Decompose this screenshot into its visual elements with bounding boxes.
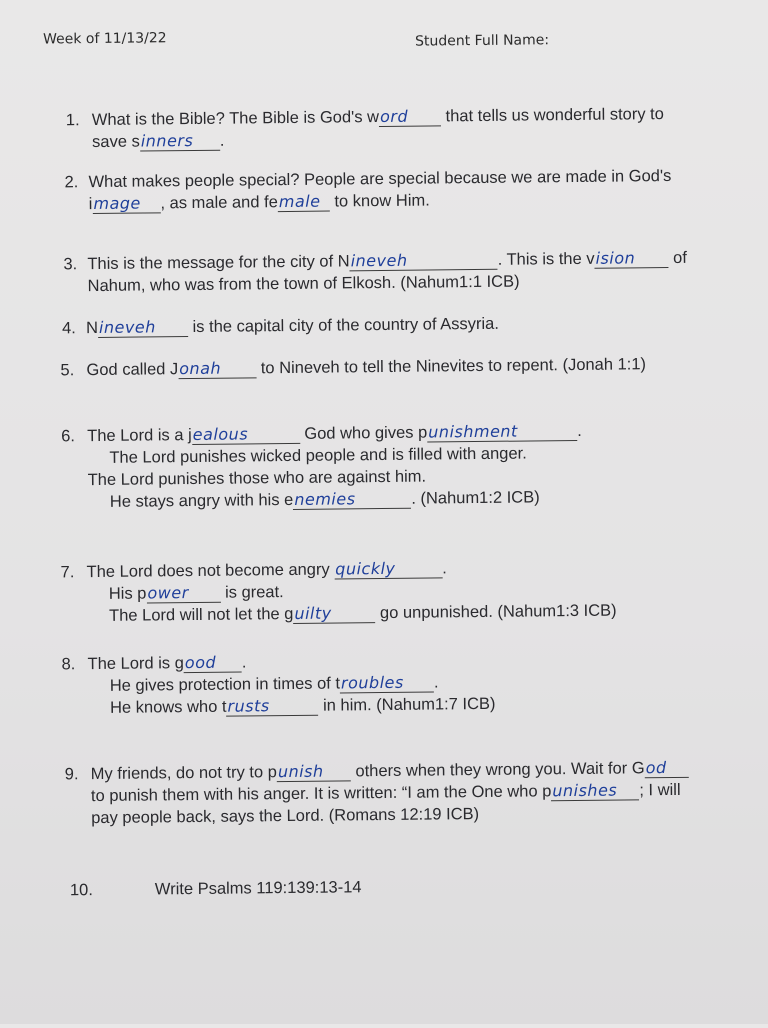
question-text: , as male and fe — [160, 193, 278, 213]
question-text: . — [241, 653, 247, 672]
answer-blank[interactable] — [379, 105, 441, 127]
question-text: What is the Bible? The Bible is God's w — [91, 108, 380, 130]
question-7 — [60, 556, 616, 628]
handwritten-answer: roubles — [340, 672, 404, 693]
answer-blank[interactable] — [92, 192, 160, 214]
question-text: . This is the v — [497, 249, 595, 269]
question-number: 1. — [65, 111, 80, 130]
question-3 — [63, 247, 687, 298]
handwritten-answer: unish — [277, 761, 324, 782]
answer-blank[interactable] — [334, 557, 442, 579]
answer-blank[interactable] — [146, 582, 220, 604]
handwritten-answer: inners — [140, 130, 194, 151]
question-line — [60, 353, 646, 381]
answer-blank[interactable] — [594, 247, 668, 269]
question-text: . — [219, 131, 225, 150]
handwritten-answer: ision — [595, 248, 636, 268]
handwritten-answer: od — [645, 758, 667, 778]
answer-blank[interactable] — [192, 423, 300, 445]
question-number: 6. — [61, 427, 76, 446]
question-text: go unpunished. (Nahum1:3 ICB) — [375, 601, 617, 623]
answer-blank[interactable] — [178, 357, 256, 379]
question-8 — [61, 649, 495, 720]
answer-blank[interactable] — [645, 757, 689, 778]
handwritten-answer: ineveh — [98, 317, 156, 337]
question-number: 4. — [61, 319, 76, 338]
week-label: Week of 11/13/22 — [42, 30, 167, 48]
question-text: He knows who t — [109, 697, 227, 717]
handwritten-answer: male — [278, 191, 321, 212]
question-text: . — [442, 559, 447, 578]
handwritten-answer: quickly — [335, 558, 396, 579]
question-text: The Lord punishes wicked people and is filled with anger. — [109, 444, 527, 467]
question-text: to know Him. — [329, 191, 430, 211]
question-text: God who gives p — [299, 423, 428, 443]
answer-blank[interactable] — [350, 249, 498, 272]
question-text: . — [577, 421, 582, 440]
handwritten-answer: rusts — [227, 696, 270, 716]
question-number: 7. — [60, 563, 75, 582]
question-2 — [64, 165, 671, 215]
question-text: God called J — [86, 360, 179, 380]
question-text: . — [433, 673, 439, 692]
question-text: His p — [108, 584, 147, 603]
question-text: He gives protection in times of t — [109, 674, 341, 695]
question-text: The Lord will not let the g — [108, 604, 294, 625]
answer-blank[interactable] — [278, 191, 330, 213]
question-text: to punish them with his anger. It is written: “I am the One who p — [90, 782, 552, 806]
handwritten-answer: ower — [147, 583, 189, 603]
handwritten-answer: ealous — [192, 424, 249, 444]
question-line — [62, 486, 583, 513]
question-text: that tells us wonderful story to — [440, 105, 664, 126]
question-text: to Nineveh to tell the Ninevites to repent. (Jonah 1:1) — [256, 355, 647, 378]
question-text: This is the message for the city of N — [87, 252, 350, 274]
question-4 — [62, 313, 499, 340]
question-text: Write Psalms 119:139:13-14 — [154, 878, 362, 899]
answer-blank[interactable] — [277, 760, 351, 782]
question-text: The Lord is a j — [87, 426, 192, 446]
question-line — [62, 313, 499, 340]
question-text: My friends, do not try to p — [90, 763, 277, 784]
answer-blank[interactable] — [551, 779, 639, 801]
answer-blank[interactable] — [293, 602, 375, 624]
answer-blank[interactable] — [427, 420, 577, 443]
question-text: The Lord punishes those who are against him. — [87, 467, 427, 490]
question-1 — [66, 103, 664, 153]
student-name-label: Student Full Name: — [414, 32, 550, 50]
question-10 — [70, 876, 362, 901]
question-9 — [65, 757, 690, 830]
handwritten-answer: ineveh — [350, 250, 408, 271]
question-text: The Lord is g — [87, 654, 184, 674]
question-5 — [60, 353, 646, 381]
handwritten-answer: onah — [179, 358, 222, 379]
answer-blank[interactable] — [98, 316, 188, 338]
handwritten-answer: mage — [93, 193, 141, 214]
question-line — [62, 693, 496, 720]
handwritten-answer: unishment — [428, 421, 518, 442]
handwritten-answer: unishes — [552, 780, 618, 801]
question-text: in him. (Nahum1:7 ICB) — [318, 694, 496, 715]
question-text: The Lord does not become angry — [86, 560, 335, 582]
question-text: N — [85, 318, 99, 338]
question-text: save s — [92, 132, 140, 152]
answer-blank[interactable] — [184, 651, 242, 673]
answer-blank[interactable] — [226, 695, 318, 717]
question-text: . (Nahum1:2 ICB) — [411, 488, 540, 508]
answer-blank[interactable] — [340, 671, 434, 693]
question-number: 2. — [64, 173, 79, 192]
handwritten-answer: ord — [379, 106, 409, 127]
question-number: 3. — [63, 255, 78, 274]
question-6 — [61, 420, 583, 513]
question-text: of — [668, 248, 687, 268]
question-text: ; I will — [639, 780, 681, 800]
question-number: 8. — [61, 655, 76, 674]
handwritten-answer: nemies — [294, 489, 356, 509]
answer-blank[interactable] — [293, 488, 411, 510]
question-number: 10. — [69, 881, 93, 900]
question-line — [61, 600, 617, 628]
question-text: He stays angry with his e — [109, 490, 294, 511]
question-text: pay people back, says the Lord. (Romans 12:19 ICB) — [91, 805, 480, 828]
answer-blank[interactable] — [140, 130, 220, 152]
question-number: 5. — [60, 361, 75, 380]
handwritten-answer: uilty — [294, 603, 332, 623]
question-text: What makes people special? People are special because we are made in God's — [88, 166, 672, 192]
question-text: is great. — [220, 583, 284, 602]
question-text: Nahum, who was from the town of Elkosh. (Nahum1:1 ICB) — [87, 272, 520, 296]
handwritten-answer: ood — [184, 652, 217, 673]
question-number: 9. — [64, 765, 79, 784]
question-text: is the capital city of the country of Assyria. — [187, 314, 499, 337]
question-text: others when they wrong you. Wait for G — [350, 759, 645, 781]
question-text: i — [88, 195, 93, 214]
